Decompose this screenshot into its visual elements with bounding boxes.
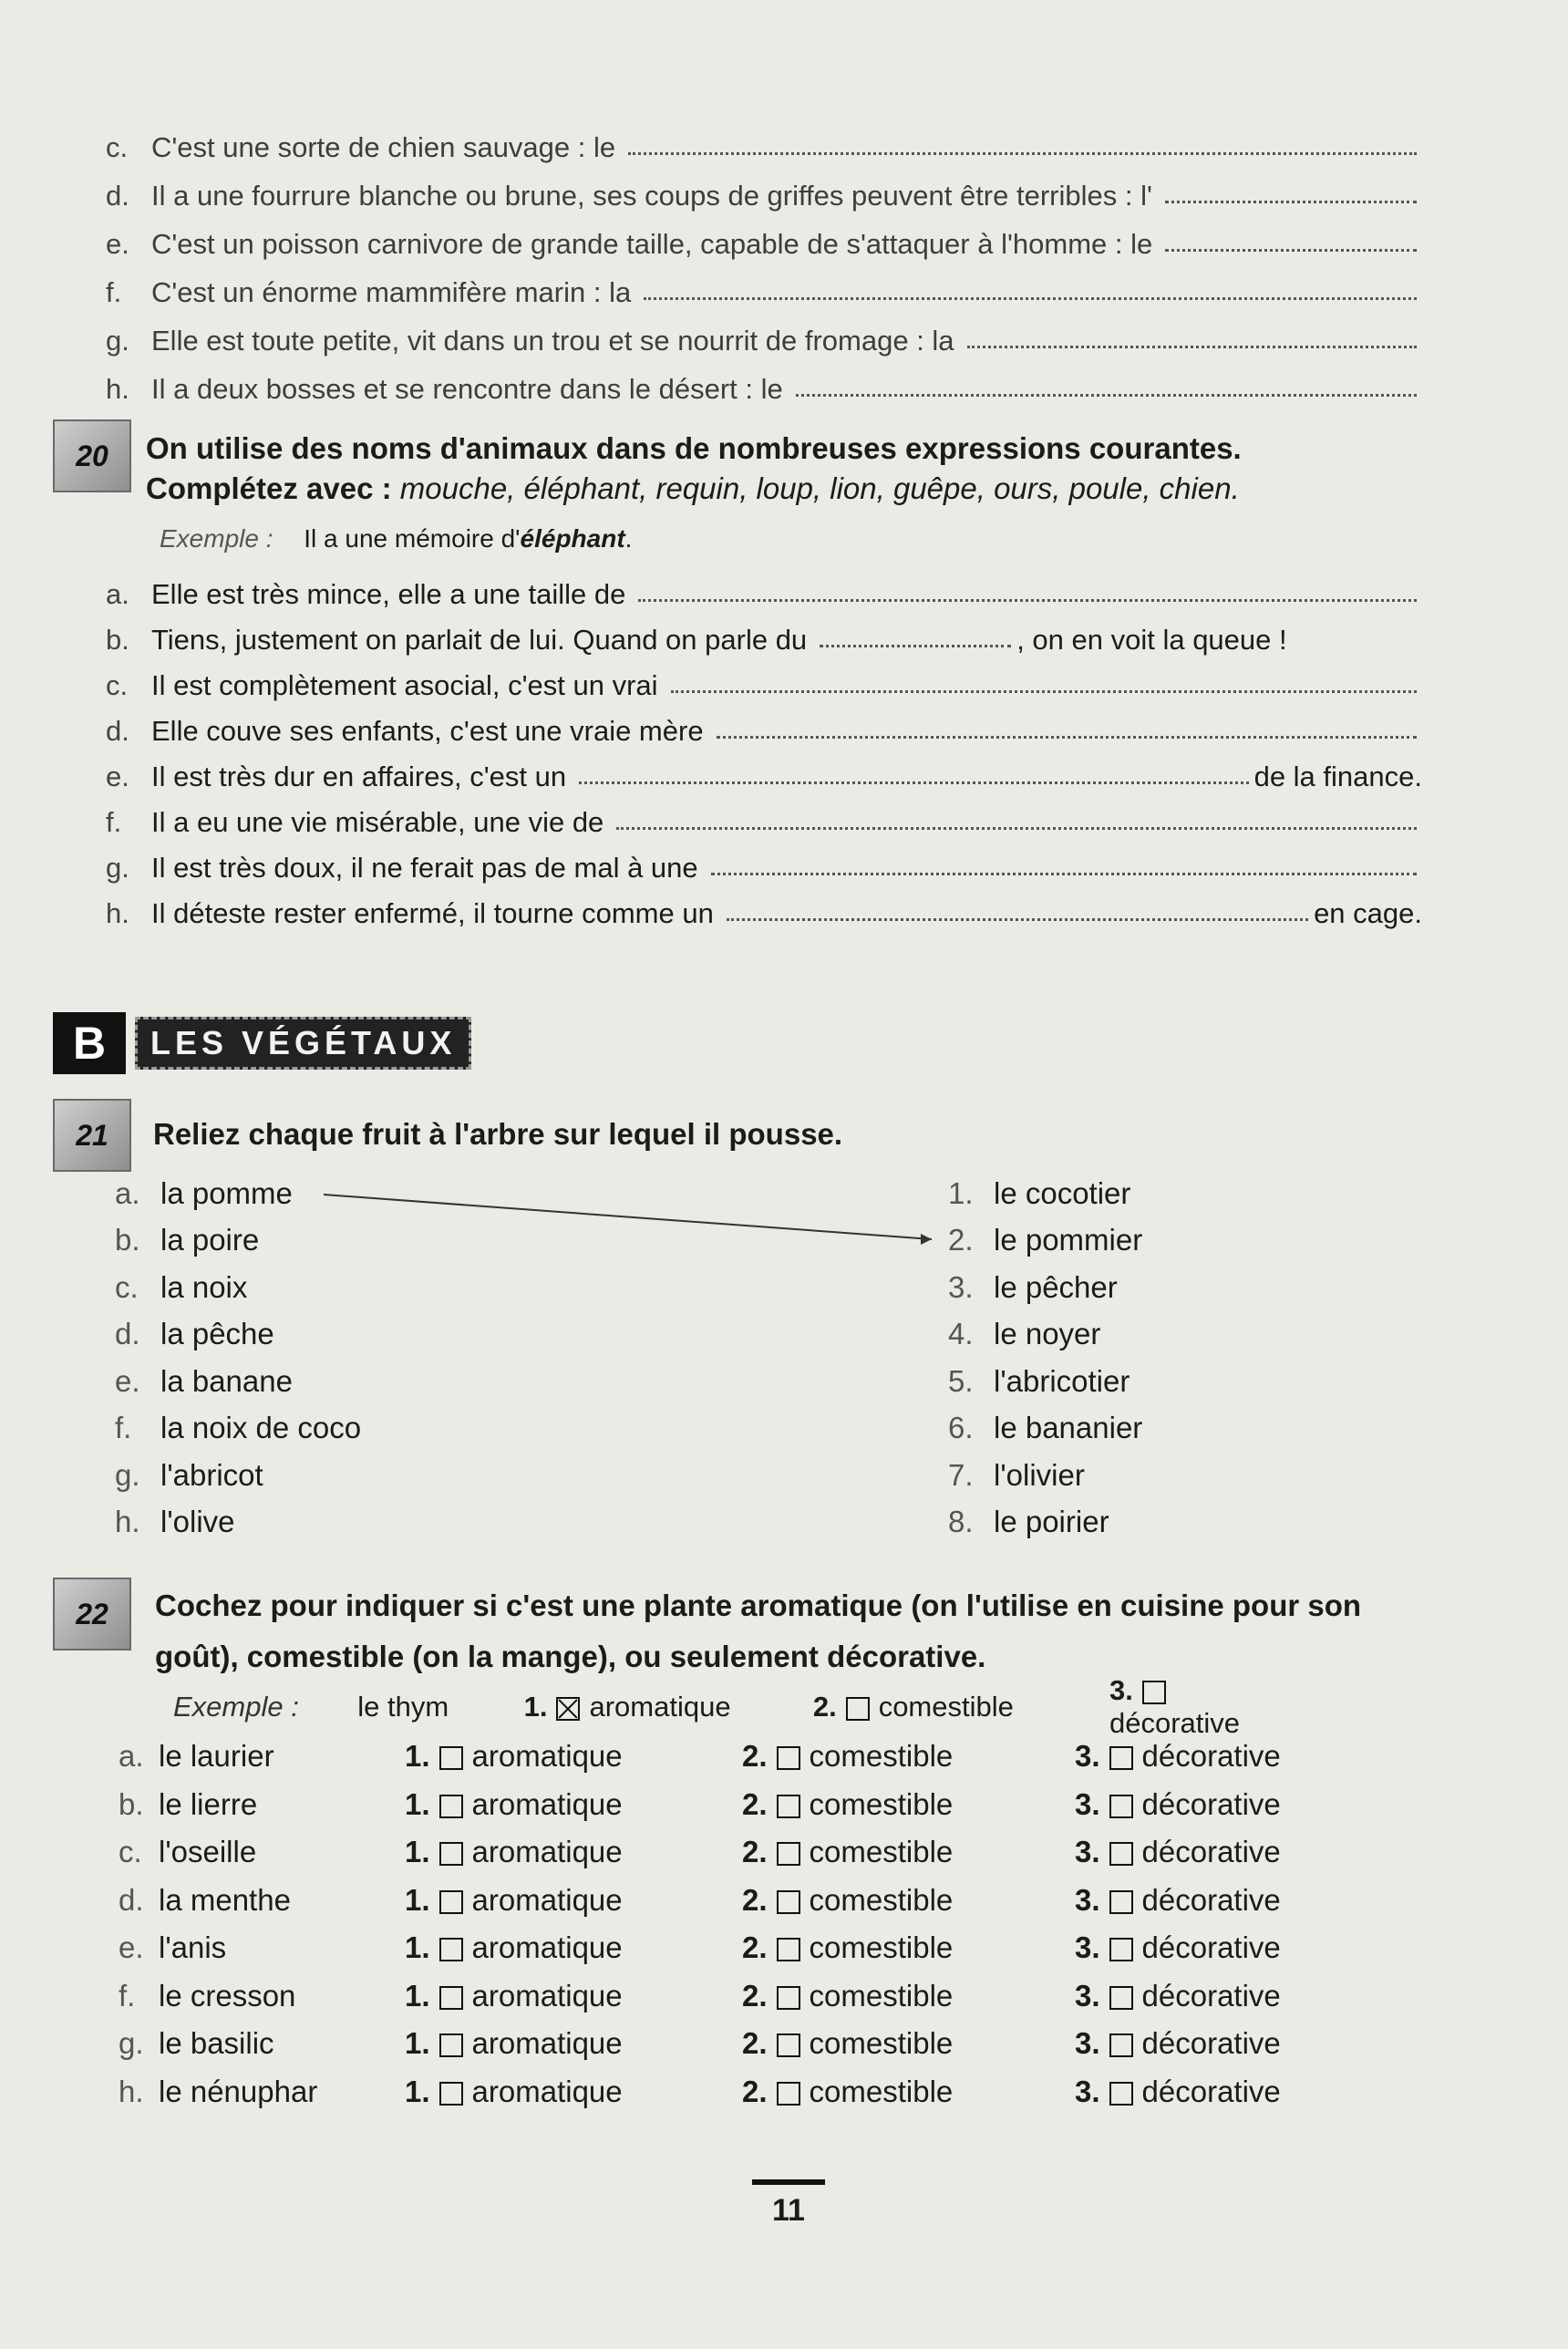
plant-row [119,1828,1304,1876]
plant-row [119,1972,1304,2020]
tree-item[interactable]: 6. le bananier [948,1411,1143,1445]
item-text: Il est complètement asocial, c'est un vrai [151,669,658,701]
option-aromatique[interactable]: 1. aromatique [405,1882,623,1917]
plant-name: l'anis [159,1930,227,1964]
checkbox[interactable] [439,1795,463,1818]
checkbox[interactable] [439,1842,463,1866]
option-comestible[interactable]: 2. comestible [742,1739,954,1773]
option-decorative[interactable]: 3. décorative [1075,1835,1281,1868]
checkbox[interactable] [777,1795,800,1818]
item-row: a. Elle est très mince, elle a une taille de [106,565,1422,611]
fruit-item[interactable]: h. l'olive [115,1505,235,1539]
tree-item[interactable]: 5. l'abricotier [948,1363,1130,1398]
option-aromatique[interactable]: 1. aromatique [405,2074,623,2108]
answer-blank[interactable] [717,735,1417,739]
fruit-item[interactable]: g. l'abricot [115,1457,263,1492]
tree-item[interactable]: 8. le poirier [948,1505,1109,1539]
plant-name: la menthe [159,1882,291,1917]
item-text: Il a une fourrure blanche ou brune, ses coups de griffes peuvent être terribles : l' [151,180,1152,212]
checkbox[interactable] [439,1890,463,1914]
checkbox[interactable] [439,1746,463,1770]
item-letter: c. [119,1835,142,1868]
exercise-instruction: Reliez chaque fruit à l'arbre sur lequel il pousse. [153,1117,843,1151]
fruit-item[interactable]: a. la pomme [115,1175,293,1210]
item-text: Il déteste rester enfermé, il tourne comme un [151,897,714,929]
plant-row [119,2068,1304,2116]
item-text: Tiens, justement on parlait de lui. Quand on parle du [151,624,808,656]
answer-blank[interactable] [820,644,1011,647]
option-comestible[interactable]: 2. comestible [742,2026,954,2060]
option-aromatique[interactable]: 1. aromatique [405,1739,623,1773]
item-row: b. Tiens, justement on parlait de lui. Quand on parle du , on en voit la queue ! [106,624,1287,656]
option-aromatique[interactable]: 1. aromatique [405,1835,623,1868]
option-comestible[interactable]: 2. comestible [742,1930,954,1964]
checkbox[interactable] [1109,1842,1133,1866]
checkbox[interactable] [1109,1938,1133,1961]
checkbox[interactable] [777,2033,800,2057]
answer-blank[interactable] [616,826,1417,830]
plant-row [119,1781,1304,1828]
checkbox[interactable] [556,1697,580,1721]
option-comestible[interactable]: 2. comestible [742,2074,954,2108]
option-decorative[interactable]: 3. décorative [1075,1786,1281,1821]
checkbox[interactable] [1142,1681,1166,1704]
fruit-item[interactable]: b. la poire [115,1223,260,1257]
fruit-item[interactable]: e. la banane [115,1363,293,1398]
item-text: C'est un poisson carnivore de grande taille, capable de s'attaquer à l'homme : le [151,228,1153,260]
answer-blank[interactable] [644,296,1417,300]
plant-name: le cresson [159,1978,296,2013]
answer-blank[interactable] [796,393,1417,397]
answer-blank[interactable] [671,689,1417,693]
exercise-number-badge: 20 [53,419,131,492]
tree-item[interactable]: 3. le pêcher [948,1269,1118,1304]
item-row: c. Il est complètement asocial, c'est un vrai [106,657,1422,702]
option-decorative[interactable]: 3. décorative [1075,1978,1281,2013]
section-title: LES VÉGÉTAUX [135,1017,471,1070]
item-letter: h. [119,2074,144,2108]
option-aromatique[interactable]: 1. aromatique [405,1930,623,1964]
plant-name: le lierre [159,1786,258,1821]
tree-item[interactable]: 7. l'olivier [948,1457,1085,1492]
answer-blank[interactable] [628,151,1417,155]
item-letter: a. [119,1739,144,1773]
item-text: Il a eu une vie misérable, une vie de [151,806,604,838]
checkbox[interactable] [777,1842,800,1866]
item-text: Il a deux bosses et se rencontre dans le désert : le [151,373,783,405]
item-row: e. C'est un poisson carnivore de grande taille, capable de s'attaquer à l'homme : le [106,215,1422,261]
item-row: f. C'est un énorme mammifère marin : la [106,264,1422,309]
option-decorative[interactable]: 3. décorative [1075,2074,1281,2108]
tree-item[interactable]: 2. le pommier [948,1223,1143,1257]
option-comestible[interactable]: 2. comestible [742,1978,954,2013]
checkbox[interactable] [777,1938,800,1961]
item-row: d. Il a une fourrure blanche ou brune, ses coups de griffes peuvent être terribles : l' [106,167,1422,212]
exercise-instruction: On utilise des noms d'animaux dans de nombreuses expressions courantes. Complétez avec : mouche, éléphant, requin, loup, lion, guêpe, ours, poule, chien. [146,431,1242,505]
checkbox[interactable] [1109,2033,1133,2057]
checkbox[interactable] [439,2082,463,2106]
checkbox[interactable] [439,2033,463,2057]
item-row: e. Il est très dur en affaires, c'est un de la finance. [106,761,1422,792]
checkbox[interactable] [1109,1986,1133,2010]
checkbox[interactable] [846,1697,870,1721]
plant-name: l'oseille [159,1835,257,1868]
checkbox[interactable] [1109,1746,1133,1770]
fruit-item[interactable]: c. la noix [115,1269,248,1304]
option-decorative[interactable]: 3. décorative [1075,1739,1281,1773]
answer-blank[interactable] [967,345,1417,348]
item-text: Elle est toute petite, vit dans un trou et se nourrit de fromage : la [151,325,954,357]
plant-row [119,1877,1304,1924]
item-row: g. Elle est toute petite, vit dans un trou et se nourrit de fromage : la [106,312,1422,357]
option-decorative[interactable]: 3. décorative [1075,1930,1281,1964]
tree-item[interactable]: 4. le noyer [948,1317,1101,1351]
item-letter: f. [119,1978,136,2013]
example-line: Exemple : Il a une mémoire d'éléphant. [160,524,633,553]
exercise-number-badge: 22 [53,1578,131,1651]
answer-blank[interactable] [711,872,1417,875]
checkbox[interactable] [777,1746,800,1770]
checkbox[interactable] [439,1938,463,1961]
item-text: C'est une sorte de chien sauvage : le [151,131,616,163]
item-text: Il est très dur en affaires, c'est un [151,761,567,792]
item-text: C'est un énorme mammifère marin : la [151,276,632,308]
matching-line [319,1185,957,1249]
item-letter: d. [119,1882,144,1917]
exercise-number-badge: 21 [53,1099,131,1172]
checkbox[interactable] [777,2082,800,2106]
item-text: Il est très doux, il ne ferait pas de mal à une [151,852,698,884]
item-letter: b. [119,1786,144,1821]
section-letter: B [53,1012,126,1074]
section-header [53,1012,471,1074]
checkbox[interactable] [439,1986,463,2010]
fruit-item[interactable]: d. la pêche [115,1317,274,1351]
answer-blank[interactable] [1165,248,1417,252]
checkbox[interactable] [777,1986,800,2010]
page-number: 11 [757,2193,820,2229]
item-text: Elle couve ses enfants, c'est une vraie mère [151,715,704,747]
plant-name: le basilic [159,2026,274,2060]
plant-row [119,1733,1304,1780]
option-aromatique[interactable]: 1. aromatique [405,2026,623,2060]
tree-list [948,1170,1142,1546]
answer-blank[interactable] [638,598,1417,602]
item-row: c. C'est une sorte de chien sauvage : le [106,119,1422,164]
option-decorative[interactable]: 3. décorative [1075,2026,1281,2060]
checkbox[interactable] [777,1890,800,1914]
option-decorative[interactable]: 3. décorative [1075,1882,1281,1917]
item-row: d. Elle couve ses enfants, c'est une vraie mère [106,702,1422,748]
checkbox[interactable] [1109,2082,1133,2106]
example-answer: éléphant [520,524,625,553]
example-row: Exemple : le thym 1. aromatique 2. comestible 3.décorative [173,1674,1240,1739]
item-row: h. Il déteste rester enfermé, il tourne comme un en cage. [106,897,1422,929]
plant-row [119,1924,1304,1971]
item-text: Elle est très mince, elle a une taille de [151,578,626,610]
checkbox[interactable] [1109,1795,1133,1818]
item-letter: e. [119,1930,144,1964]
plant-name: le nénuphar [159,2074,318,2108]
option-comestible[interactable]: 2. comestible [742,1882,954,1917]
item-row: f. Il a eu une vie misérable, une vie de [106,793,1422,839]
checkbox[interactable] [1109,1890,1133,1914]
item-row: g. Il est très doux, il ne ferait pas de mal à une [106,839,1422,885]
plant-name: le laurier [159,1739,274,1773]
item-letter: g. [119,2026,144,2060]
plant-row [119,2020,1304,2067]
option-aromatique[interactable]: 1. aromatique [405,1978,623,2013]
answer-blank[interactable] [579,781,1249,784]
fruit-item[interactable]: f. la noix de coco [115,1411,362,1445]
option-comestible[interactable]: 2. comestible [742,1835,954,1868]
option-comestible[interactable]: 2. comestible [742,1786,954,1821]
item-row: h. Il a deux bosses et se rencontre dans le désert : le [106,360,1422,406]
tree-item[interactable]: 1. le cocotier [948,1175,1131,1210]
answer-blank[interactable] [1165,200,1417,203]
option-aromatique[interactable]: 1. aromatique [405,1786,623,1821]
answer-blank[interactable] [727,917,1308,921]
exercise-instruction: Cochez pour indiquer si c'est une plante aromatique (on l'utilise en cuisine pour son goût), comestible (on la mange), ou seulement décorative. [155,1588,1362,1673]
